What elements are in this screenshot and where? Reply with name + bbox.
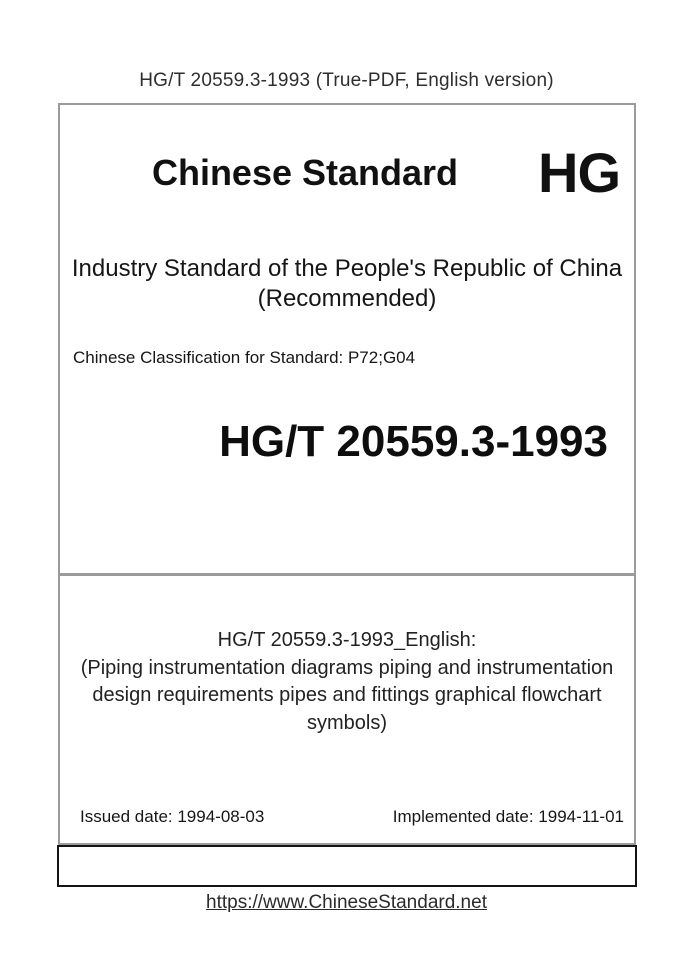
standard-type-lines [60,254,634,314]
classification-line: Chinese Classification for Standard: P72;G04 [73,348,416,367]
english-title-label: HG/T 20559.3-1993_English: [217,629,477,651]
standard-type-line-1: Industry Standard of the People's Republic of China [71,255,623,282]
implemented-date: Implemented date: 1994-11-01 [392,807,624,826]
standard-type-line-2: (Recommended) [257,285,437,312]
english-title-line-1: (Piping instrumentation diagrams piping and instrumentation [80,656,614,679]
english-title-line-2: design requirements pipes and fittings graphical flowchart [92,684,602,706]
english-title-block [60,627,634,737]
brand-title: Chinese Standard [151,152,459,193]
issued-date: Issued date: 1994-08-03 [80,807,265,826]
standard-number: HG/T 20559.3-1993 [219,417,608,466]
page-footer [0,892,693,914]
page-header-title: HG/T 20559.3-1993 (True-PDF, English version) [139,70,554,91]
cover-main-box [58,103,636,845]
english-title-line-3: symbols) [306,711,387,734]
section-divider [60,573,634,576]
brand-row [60,141,634,204]
bottom-empty-box [57,845,637,887]
dates-row [60,807,634,827]
brand-code: HG [538,141,620,204]
footer-link[interactable]: https://www.ChineseStandard.net [206,892,487,913]
